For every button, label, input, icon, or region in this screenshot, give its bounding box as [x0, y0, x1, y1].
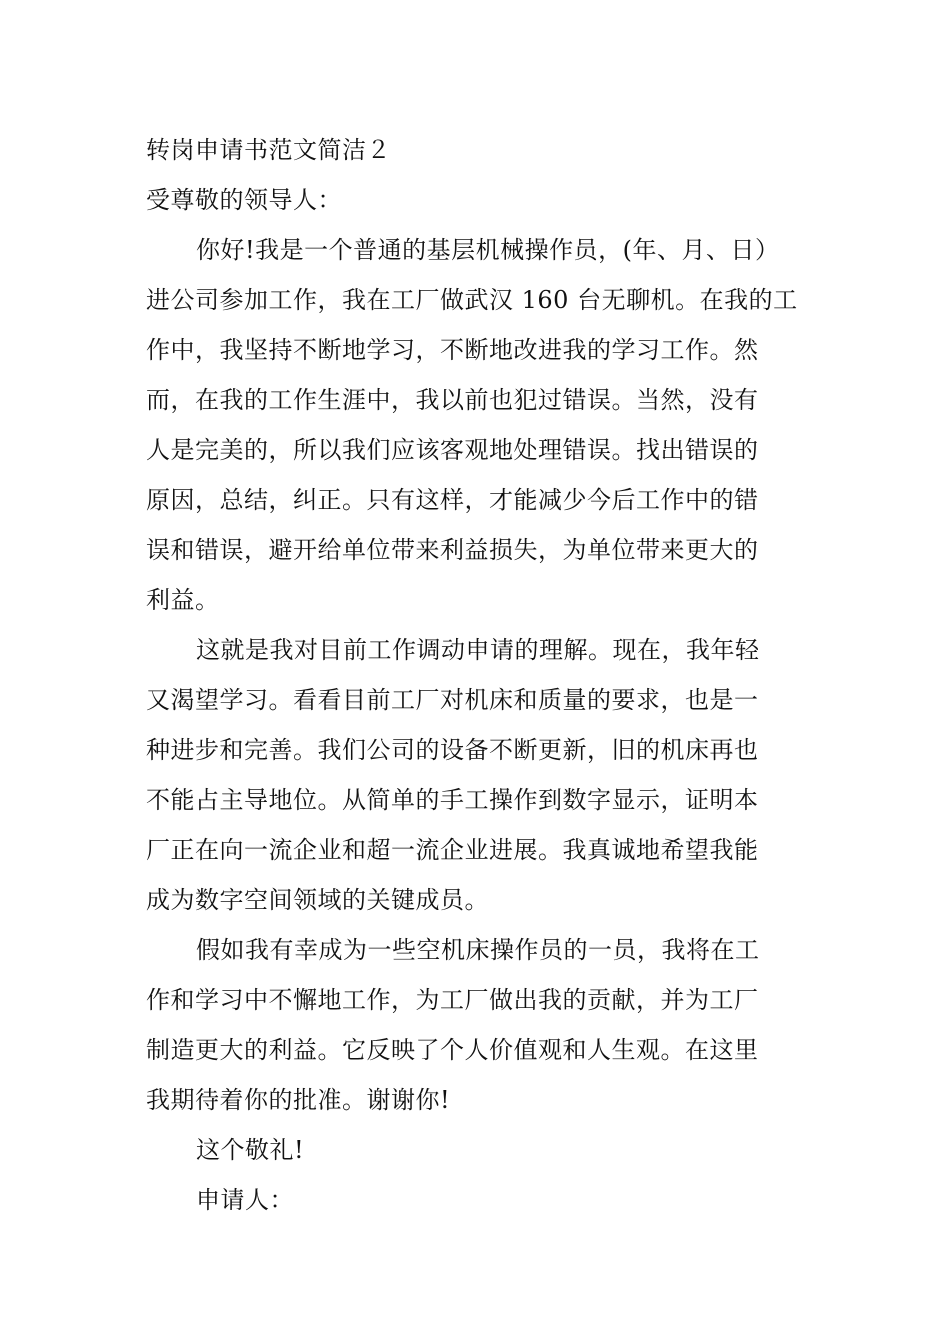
paragraph-line: 假如我有幸成为一些空机床操作员的一员，我将在工	[196, 936, 760, 964]
paragraph-line: 误和错误，避开给单位带来利益损失，为单位带来更大的	[146, 536, 759, 564]
paragraph-line: 不能占主导地位。从简单的手工操作到数字显示，证明本	[146, 786, 759, 814]
paragraph-line: 种进步和完善。我们公司的设备不断更新，旧的机床再也	[146, 736, 759, 764]
paragraph-line: 制造更大的利益。它反映了个人价值观和人生观。在这里	[146, 1036, 759, 1064]
paragraph-line: 这就是我对目前工作调动申请的理解。现在，我年轻	[196, 636, 760, 664]
paragraph-line: 你好!我是一个普通的基层机械操作员，(年、月、日）	[196, 236, 780, 264]
closing: 这个敬礼!	[196, 1136, 305, 1164]
paragraph-line: 利益。	[146, 586, 220, 614]
paragraph-line: 而，在我的工作生涯中，我以前也犯过错误。当然，没有	[146, 386, 759, 414]
paragraph-line: 作中，我坚持不断地学习，不断地改进我的学习工作。然	[146, 336, 759, 364]
paragraph-line: 原因，总结，纠正。只有这样，才能减少今后工作中的错	[146, 486, 759, 514]
paragraph-line: 作和学习中不懈地工作，为工厂做出我的贡献，并为工厂	[146, 986, 759, 1014]
paragraph-line: 厂正在向一流企业和超一流企业进展。我真诚地希望我能	[146, 836, 759, 864]
paragraph-line: 又渴望学习。看看目前工厂对机床和质量的要求，也是一	[146, 686, 759, 714]
paragraph-line: 我期待着你的批准。谢谢你!	[146, 1086, 451, 1114]
paragraph-line: 人是完美的，所以我们应该客观地处理错误。找出错误的	[146, 436, 759, 464]
salutation: 受尊敬的领导人：	[146, 186, 342, 214]
paragraph-line: 成为数字空间领域的关键成员。	[146, 886, 489, 914]
paragraph-line: 进公司参加工作，我在工厂做武汉 160 台无聊机。在我的工	[146, 286, 798, 314]
applicant-label: 申请人：	[196, 1186, 294, 1214]
document-title: 转岗申请书范文简洁２	[146, 136, 391, 164]
